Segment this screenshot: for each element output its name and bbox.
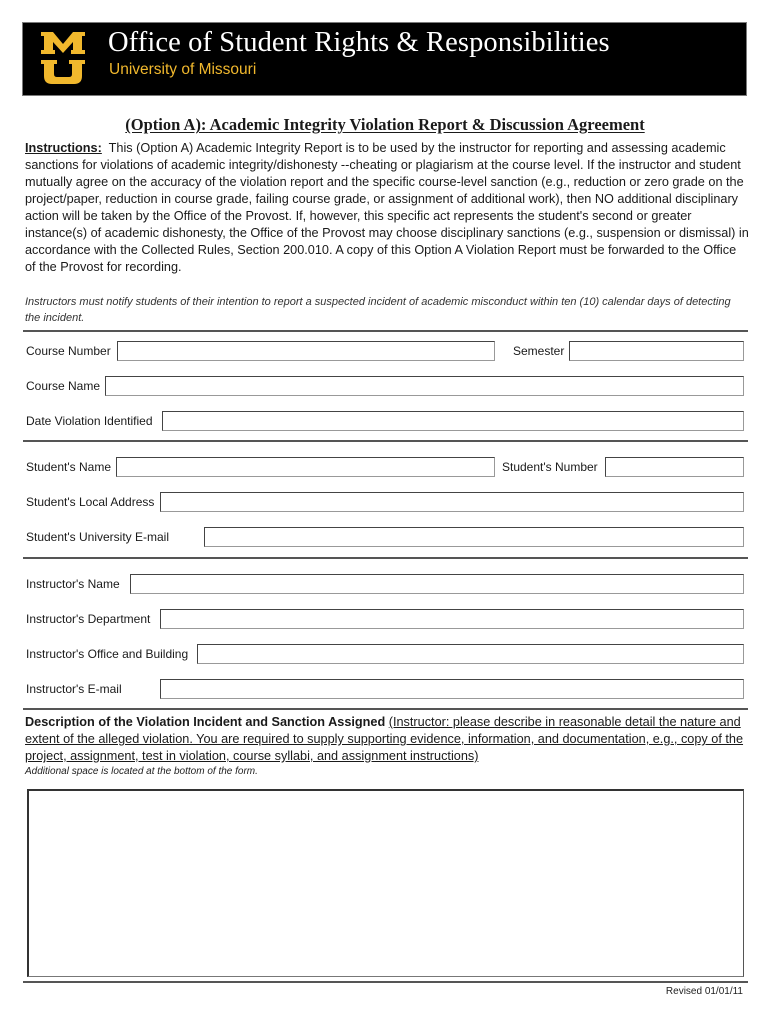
instructor-name-field[interactable] [130, 574, 744, 594]
instructor-name-label: Instructor's Name [26, 577, 120, 591]
student-email-label: Student's University E-mail [26, 530, 170, 544]
student-address-label: Student's Local Address [26, 495, 155, 509]
revised-date: Revised 01/01/11 [665, 986, 743, 997]
instructor-office-field[interactable] [197, 644, 744, 664]
student-address-field[interactable] [160, 492, 744, 512]
semester-field[interactable] [569, 341, 744, 361]
student-number-field[interactable] [605, 457, 744, 477]
course-number-field[interactable] [117, 341, 495, 361]
header-banner [22, 22, 747, 96]
semester-label: Semester [513, 344, 565, 358]
section-divider [23, 330, 748, 332]
course-name-field[interactable] [105, 376, 744, 396]
notification-notice: Instructors must notify students of their intention to report a suspected incident of academic misconduct within ten (10) calendar days of detecting the incident. [25, 296, 731, 324]
document-title: (Option A): Academic Integrity Violation Report & Discussion Agreement [125, 115, 645, 134]
university-name: University of Missouri [109, 61, 257, 78]
instructions-paragraph [25, 140, 750, 276]
instructor-email-label: Instructor's E-mail [26, 682, 122, 696]
description-textarea[interactable] [27, 789, 744, 977]
instructor-office-label: Instructor's Office and Building [26, 647, 189, 661]
section-divider [23, 708, 748, 710]
date-violation-label: Date Violation Identified [26, 414, 153, 428]
description-heading-instruction: (Instructor: please describe in reasonable detail the nature and extent of the alleged violation. You are required to supply supporting evidence, information, and documentation, e.g., copy of the project, assignment, test in violation, course syllabi, and assignment instructions) [25, 715, 744, 763]
student-name-label: Student's Name [26, 460, 112, 474]
student-name-field[interactable] [116, 457, 495, 477]
instructor-email-field[interactable] [160, 679, 744, 699]
student-number-label: Student's Number [502, 460, 598, 474]
office-title: Office of Student Rights & Responsibilities [108, 27, 610, 58]
section-divider [23, 557, 748, 559]
footer-divider [23, 981, 748, 983]
description-heading-bold: Description of the Violation Incident and Sanction Assigned [25, 715, 386, 729]
course-name-label: Course Name [26, 379, 101, 393]
course-number-label: Course Number [26, 344, 111, 358]
mu-logo-icon [40, 32, 86, 86]
description-note: Additional space is located at the bottom of the form. [25, 766, 258, 777]
instructor-department-field[interactable] [160, 609, 744, 629]
student-email-field[interactable] [204, 527, 744, 547]
section-divider [23, 440, 748, 442]
description-heading [25, 714, 747, 765]
instructor-department-label: Instructor's Department [26, 612, 151, 626]
instructions-label: Instructions: [25, 141, 102, 155]
date-violation-field[interactable] [162, 411, 744, 431]
instructions-text: This (Option A) Academic Integrity Report is to be used by the instructor for reporting and assessing academic sanctions for violations of academic integrity/dishonesty --cheating or plagiarism at the course level. If the instructor and student mutually agree on the accuracy of the violation report and the specific course-level sanction (e.g., reduction or zero grade on the project/paper, reduction in course grade, failing course grade, or assignment of additional work), then NO additional disciplinary action will be taken by the Office of the Provost. If, however, this specific act represents the student's second or greater instance(s) of academic dishonesty, the Office of the Provost may choose disciplinary sanctions (e.g., suspension or dismissal) in accordance with the Collected Rules, Section 200.010. A copy of this Option A Violation Report must be forwarded to the Office of the Provost for recording. [25, 141, 749, 274]
